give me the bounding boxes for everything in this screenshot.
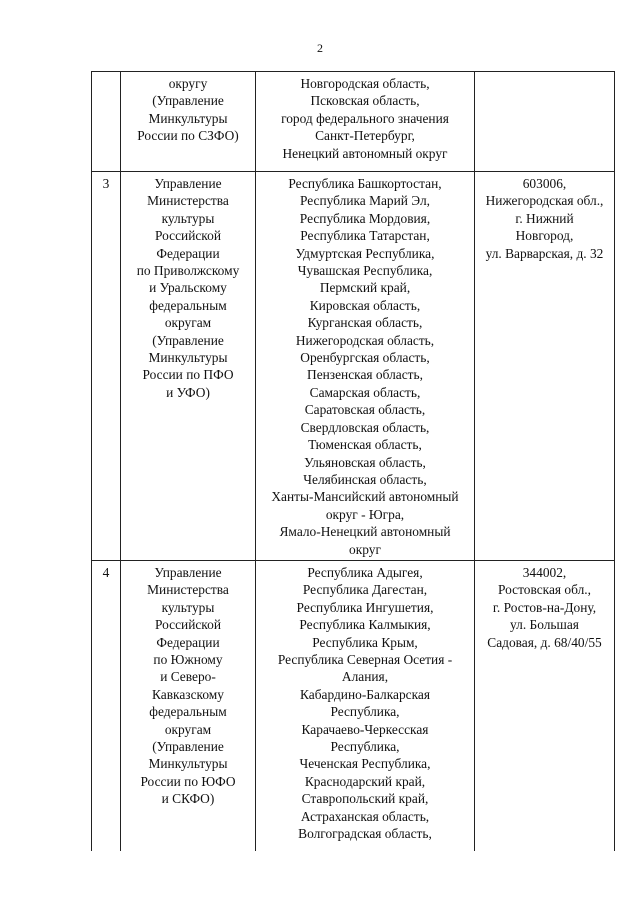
regions-line: Саратовская область, [304, 402, 426, 418]
department-line: Российской [155, 617, 221, 633]
address-line: 603006, [522, 176, 567, 191]
address-line: 344002, [522, 564, 567, 580]
department-line: культуры [161, 599, 215, 615]
regions-line: Пермский край, [319, 280, 411, 296]
regions-line: округ [349, 541, 381, 557]
regions-line: Тюменская область, [308, 437, 422, 453]
address-line: г. Ростов-на-Дону, [492, 599, 597, 615]
regions-line: Чеченская Республика, [299, 756, 431, 772]
regions-line: Астраханская область, [300, 808, 430, 824]
regions-line: Республика Марий Эл, [299, 193, 430, 209]
regions-line: Псковская область, [310, 93, 420, 109]
department-line: округам [164, 315, 212, 331]
regions-cell [256, 72, 475, 172]
regions-line: Волгоградская область, [298, 826, 432, 842]
address-cell [475, 560, 615, 851]
department-line: России по ПФО [142, 367, 234, 383]
department-line: Минкультуры [148, 756, 228, 772]
department-line: по Южному [153, 651, 223, 667]
address-line: г. Нижний [515, 210, 574, 226]
department-line: и Уральскому [149, 280, 227, 296]
regions-line: город федерального значения [281, 110, 449, 126]
department-line: округам [164, 721, 212, 737]
regions-line: Ставропольский край, [301, 791, 429, 807]
regions-line: Краснодарский край, [304, 773, 426, 789]
department-line: Федерации [156, 634, 220, 650]
regions-line: Республика Ингушетия, [296, 599, 434, 615]
department-line: федеральным [149, 704, 227, 720]
regions-line: Республика, [330, 739, 400, 754]
regions-line: Свердловская область, [300, 419, 430, 435]
regions-line: Республика Крым, [312, 634, 418, 650]
department-line: Российской [155, 228, 221, 244]
regions-line: Удмуртская Республика, [295, 245, 435, 261]
regions-line: Челябинская область, [303, 471, 427, 487]
regions-line: Санкт-Петербург, [315, 128, 415, 144]
department-line: Минкультуры [148, 350, 228, 366]
regions-line: Ненецкий автономный округ [282, 145, 448, 161]
department-line: федеральным [149, 297, 227, 313]
department-cell [121, 72, 256, 172]
address-cell [475, 172, 615, 561]
department-line: России по СЗФО) [137, 128, 239, 144]
table-row [92, 560, 615, 851]
address-line: ул. Варварская, д. 32 [485, 245, 604, 261]
page-number: 2 [317, 41, 323, 55]
regions-line: Оренбургская область, [300, 350, 430, 366]
department-line: Кавказскому [152, 686, 224, 702]
department-line: Управление [154, 564, 222, 580]
regions-cell [256, 172, 475, 561]
department-line: и УФО) [166, 384, 210, 400]
regions-line: Ямало-Ненецкий автономный [279, 524, 451, 540]
address-line: Садовая, д. 68/40/55 [487, 634, 602, 650]
regions-line: Курганская область, [307, 315, 423, 331]
department-line: Управление [154, 176, 222, 191]
address-cell [475, 72, 615, 172]
department-line: и Северо- [160, 669, 216, 685]
row-number-cell: 4 [92, 560, 121, 851]
department-line: Минкультуры [148, 110, 228, 126]
table-row [92, 172, 615, 561]
department-line: округу [168, 76, 208, 91]
address-line: Нижегородская обл., [485, 193, 604, 209]
department-line: (Управление [152, 93, 224, 109]
regions-line: Республика Татарстан, [300, 228, 430, 244]
regions-line: округ - Югра, [325, 506, 405, 522]
regions-line: Карачаево-Черкесская [301, 721, 429, 737]
regional-offices-table [91, 71, 615, 851]
regions-line: Чувашская Республика, [297, 263, 433, 279]
regions-line: Республика Башкортостан, [288, 176, 442, 191]
department-line: Министерства [147, 193, 229, 209]
regions-line: Республика Мордовия, [299, 210, 431, 226]
address-line: Ростовская обл., [498, 582, 591, 598]
regions-line: Республика Адыгея, [307, 564, 423, 580]
regions-line: Пензенская область, [307, 367, 423, 383]
row-number-cell: 3 [92, 172, 121, 561]
regions-line: Ханты-Мансийский автономный [271, 489, 459, 505]
regions-line: Ульяновская область, [304, 454, 426, 470]
department-line: (Управление [152, 739, 224, 754]
row-number-cell [92, 72, 121, 172]
regions-line: Республика Калмыкия, [299, 617, 431, 633]
regions-line: Республика Северная Осетия - [277, 651, 453, 667]
department-line: Министерства [147, 582, 229, 598]
address-line: ул. Большая [510, 617, 579, 633]
department-line: и СКФО) [161, 791, 215, 807]
department-line: (Управление [152, 332, 224, 348]
address-line: Новгород, [515, 228, 574, 244]
regions-line: Кировская область, [309, 297, 421, 313]
regions-line: Новгородская область, [300, 76, 430, 91]
department-cell [121, 172, 256, 561]
regions-cell [256, 560, 475, 851]
regions-line: Самарская область, [309, 384, 421, 400]
regions-line: Республика Дагестан, [302, 582, 428, 598]
department-cell [121, 560, 256, 851]
regions-line: Алания, [341, 669, 389, 685]
department-line: по Приволжскому [136, 263, 240, 279]
table-row [92, 72, 615, 172]
department-line: России по ЮФО [140, 773, 236, 789]
department-line: культуры [161, 210, 215, 226]
regions-line: Кабардино-Балкарская [300, 686, 430, 702]
department-line: Федерации [156, 245, 220, 261]
regions-line: Республика, [330, 704, 400, 720]
regions-line: Нижегородская область, [295, 332, 435, 348]
